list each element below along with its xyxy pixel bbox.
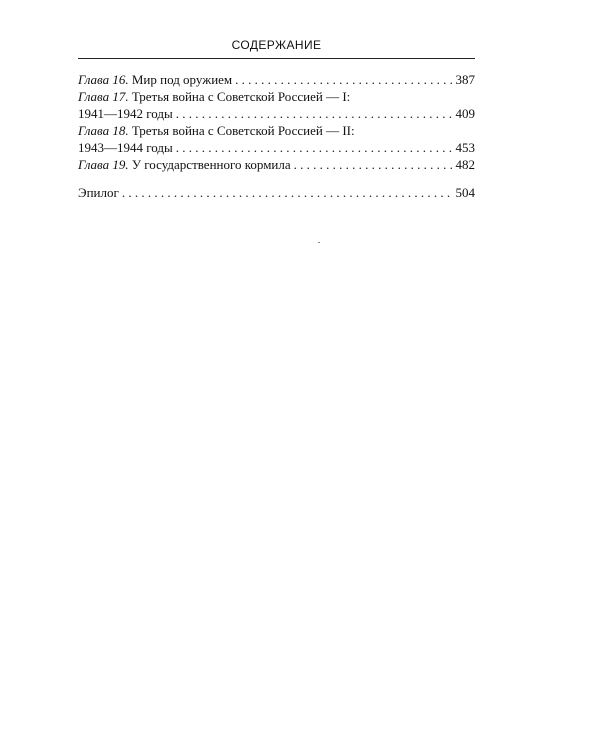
chapter-label: Глава 19. bbox=[78, 157, 129, 172]
chapter-title: Третья война с Советской Россией — II: bbox=[131, 123, 355, 138]
chapter-title-continued: 1941—1942 годы bbox=[78, 106, 173, 121]
page-number: 453 bbox=[455, 140, 475, 155]
chapter-title: Мир под оружием bbox=[131, 72, 233, 87]
chapter-label: Глава 18. bbox=[78, 123, 129, 138]
dot-leader bbox=[235, 71, 453, 88]
toc-line bbox=[78, 139, 475, 156]
page-number: 482 bbox=[455, 157, 475, 172]
table-of-contents bbox=[78, 71, 475, 201]
running-header: СОДЕРЖАНИЕ bbox=[78, 38, 475, 59]
scan-speck bbox=[318, 242, 320, 243]
dot-leader bbox=[122, 184, 454, 201]
toc-entry-chapter-17 bbox=[78, 88, 475, 122]
dot-leader bbox=[294, 156, 454, 173]
toc-entry-epilogue bbox=[78, 184, 475, 201]
chapter-title: У государственного кормила bbox=[131, 157, 291, 172]
page-number: 387 bbox=[455, 72, 475, 87]
chapter-label: Глава 17. bbox=[78, 89, 129, 104]
dot-leader bbox=[176, 105, 454, 122]
toc-line bbox=[78, 184, 475, 201]
toc-entry-chapter-16 bbox=[78, 71, 475, 88]
toc-entry-chapter-19 bbox=[78, 156, 475, 173]
section-gap bbox=[78, 173, 475, 184]
page-number: 504 bbox=[455, 185, 475, 200]
toc-line bbox=[78, 88, 475, 105]
chapter-title: Третья война с Советской Россией — I: bbox=[131, 89, 351, 104]
epilogue-title: Эпилог bbox=[78, 185, 119, 200]
toc-entry-chapter-18 bbox=[78, 122, 475, 156]
dot-leader bbox=[176, 139, 454, 156]
toc-line bbox=[78, 122, 475, 139]
toc-line bbox=[78, 105, 475, 122]
page-number: 409 bbox=[455, 106, 475, 121]
chapter-label: Глава 16. bbox=[78, 72, 129, 87]
toc-line bbox=[78, 71, 475, 88]
toc-line bbox=[78, 156, 475, 173]
page bbox=[78, 38, 475, 201]
chapter-title-continued: 1943—1944 годы bbox=[78, 140, 173, 155]
